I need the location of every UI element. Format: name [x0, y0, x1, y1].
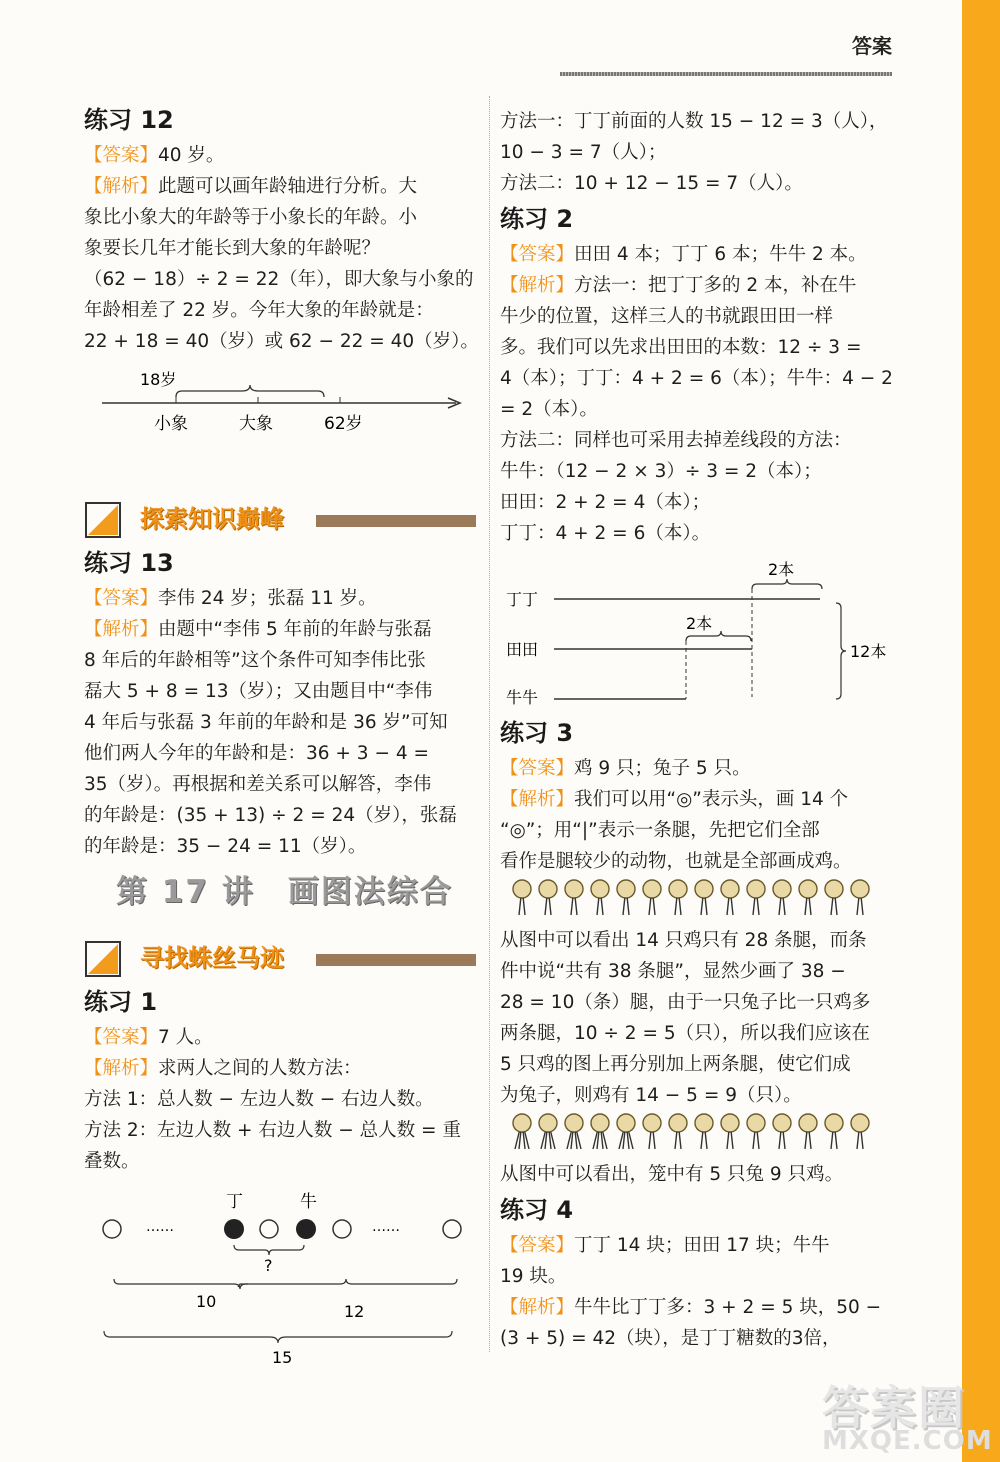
ellipsis: …… — [146, 1219, 174, 1235]
chicken-mark — [513, 880, 531, 915]
text-line: 田田：2 + 2 = 4（本）； — [500, 492, 711, 513]
niu-row-label: 牛牛 — [506, 688, 539, 707]
text-line: 象比小象大的年龄等于小象长的年龄。小 — [84, 207, 418, 228]
exercise-1 — [84, 982, 480, 1367]
brace-left — [114, 1279, 248, 1289]
analysis-tag: 【解析】 — [500, 789, 575, 810]
rabbit-mark — [513, 1114, 531, 1149]
answer-tag: 【答案】 — [500, 758, 575, 779]
right-column — [500, 106, 900, 1354]
total-label: 12本 — [850, 642, 887, 661]
chicken-mark — [721, 880, 739, 915]
text-line: 牛牛比丁丁多：3 + 2 = 5 块，50 − — [574, 1297, 882, 1318]
column-divider — [489, 96, 490, 1352]
person-circle — [333, 1220, 351, 1238]
text-line: 35（岁）。再根据和差关系可以解答，李伟 — [84, 774, 432, 795]
exercise-title: 练习 12 — [84, 106, 174, 134]
exercise-3 — [500, 713, 900, 1190]
text-line: 28 = 10（条）腿，由于一只兔子比一只鸡多 — [500, 992, 871, 1013]
chicken-mark — [747, 1114, 765, 1149]
text-line: （62 − 18）÷ 2 = 22（年），即大象与小象的 — [84, 269, 474, 290]
brace-total — [104, 1331, 452, 1343]
chicken-mark — [643, 1114, 661, 1149]
end-age-label: 62岁 — [324, 414, 363, 434]
answer-line — [500, 753, 900, 784]
section-bar — [316, 954, 476, 966]
chicken-mark — [643, 880, 661, 915]
answer-line — [84, 140, 480, 171]
exercise-title: 练习 1 — [84, 988, 158, 1016]
text-line: 的年龄是：(35 + 13) ÷ 2 = 24（岁），张磊 — [84, 805, 457, 826]
text-line: 方法 2：左边人数 + 右边人数 − 总人数 = 重 — [84, 1120, 461, 1141]
text-line: 由题中“李伟 5 年前的年龄与张磊 — [158, 619, 432, 640]
text-line: 牛少的位置，这样三人的书就跟田田一样 — [500, 306, 834, 327]
watermark-logo: 答案圈 — [822, 1381, 966, 1435]
diff-label-mid: 2本 — [686, 614, 713, 633]
chicken-mark — [773, 1114, 791, 1149]
text-line: 8 年后的年龄相等”这个条件可知李伟比张 — [84, 650, 426, 671]
ding-circle — [224, 1219, 244, 1239]
text-line: 方法一：把丁丁多的 2 本，补在牛 — [574, 275, 857, 296]
text-line: “◎”；用“|”表示一条腿，先把它们全部 — [500, 820, 820, 841]
text-line: 为兔子，则鸡有 14 − 5 = 9（只）。 — [500, 1085, 802, 1106]
answer-tag: 【答案】 — [84, 1027, 159, 1048]
exercise-12 — [84, 100, 480, 447]
text-line: 方法二：10 + 12 − 15 = 7（人）。 — [500, 173, 803, 194]
text-line: 牛牛：（12 − 2 × 3）÷ 3 = 2（本）； — [500, 461, 822, 482]
section-title: 寻找蛛丝马迹 — [140, 944, 284, 972]
chicken-mark — [539, 880, 557, 915]
text-line: 件中说“共有 38 条腿”，显然少画了 38 − — [500, 961, 846, 982]
exercise-2 — [500, 199, 900, 713]
text-line: 丁丁：4 + 2 = 6（本）。 — [500, 523, 711, 544]
text-line: 象要长几年才能长到大象的年龄呢？ — [84, 238, 381, 259]
text-line: 22 + 18 = 40（岁）或 62 − 22 = 40（岁）。 — [84, 331, 479, 352]
exercise-13 — [84, 543, 480, 862]
text-line: 5 只鸡的图上再分别加上两条腿，使它们成 — [500, 1054, 851, 1075]
chicken-mark — [799, 880, 817, 915]
text-line: 他们两人今年的年龄和是：36 + 3 − 4 = — [84, 743, 429, 764]
left-column — [84, 100, 480, 1367]
chicken-mark — [825, 1114, 843, 1149]
answer-tag: 【答案】 — [500, 1235, 575, 1256]
text-line: 看作是腿较少的动物，也就是全部画成鸡。 — [500, 851, 852, 872]
age-axis-figure — [84, 357, 480, 443]
chicken-mark — [669, 880, 687, 915]
chicken-mark — [617, 880, 635, 915]
text-line: (3 + 5) = 42（块），是丁丁糖数的3倍， — [500, 1328, 841, 1349]
left-count: 10 — [196, 1292, 217, 1311]
text-line: 从图中可以看出 14 只鸡只有 28 条腿，而条 — [500, 930, 867, 951]
answer-line — [500, 239, 900, 270]
section-header-trace — [84, 934, 480, 982]
analysis-tag: 【解析】 — [84, 1058, 159, 1079]
tian-row-label: 田田 — [506, 640, 539, 659]
person-circle — [260, 1220, 278, 1238]
small-elephant-label: 小象 — [154, 414, 188, 434]
chapter-title: 第 17 讲 画图法综合 — [116, 874, 453, 910]
text-line: 的年龄是：35 − 24 = 11（岁）。 — [84, 836, 367, 857]
niu-circle — [296, 1219, 316, 1239]
brace — [176, 385, 324, 397]
big-elephant-label: 大象 — [239, 414, 273, 434]
analysis-line — [500, 784, 900, 815]
analysis-line — [84, 171, 480, 202]
exercise-4 — [500, 1190, 900, 1354]
total-count: 15 — [272, 1348, 293, 1363]
rabbit-mark — [565, 1114, 583, 1149]
analysis-line — [84, 1053, 480, 1084]
exercise-title: 练习 2 — [500, 205, 574, 233]
text-line: 19 块。 — [500, 1266, 567, 1287]
exercise-title: 练习 3 — [500, 719, 574, 747]
age-label: 18岁 — [140, 370, 177, 389]
rabbit-mark — [617, 1114, 635, 1149]
answer-text: 鸡 9 只；兔子 5 只。 — [574, 758, 751, 779]
answer-line — [84, 1022, 480, 1053]
ding-label: 丁 — [226, 1192, 243, 1212]
answer-text: 田田 4 本；丁丁 6 本；牛牛 2 本。 — [574, 244, 867, 265]
section-corner-icon — [84, 940, 122, 978]
chicken-mark — [825, 880, 843, 915]
watermark-url: MXQE.COM — [822, 1426, 993, 1456]
chicken-mark — [695, 1114, 713, 1149]
answer-tag: 【答案】 — [500, 244, 575, 265]
text-line: 磊大 5 + 8 = 13（岁）；又由题目中“李伟 — [84, 681, 433, 702]
text-line: 多。我们可以先求出田田的本数：12 ÷ 3 = — [500, 337, 862, 358]
analysis-tag: 【解析】 — [84, 619, 159, 640]
person-circle — [443, 1220, 461, 1238]
question-mark: ? — [264, 1256, 273, 1275]
header-rule — [560, 72, 892, 76]
text-line: 方法 1：总人数 − 左边人数 − 右边人数。 — [84, 1089, 434, 1110]
exercise-title: 练习 13 — [84, 549, 174, 577]
text-line: 10 − 3 = 7（人）； — [500, 142, 667, 163]
text-line: 4 年后与张磊 3 年前的年龄和是 36 岁”可知 — [84, 712, 448, 733]
text-line: 求两人之间的人数方法： — [158, 1058, 362, 1079]
answer-text: 李伟 24 岁；张磊 11 岁。 — [158, 588, 377, 609]
analysis-line — [500, 1292, 900, 1323]
chicken-mark — [773, 880, 791, 915]
chicken-mark — [669, 1114, 687, 1149]
analysis-line — [84, 614, 480, 645]
section-title: 探索知识巅峰 — [140, 505, 284, 533]
text-line: 此题可以画年龄轴进行分析。大 — [158, 176, 418, 197]
ellipsis: …… — [372, 1219, 400, 1235]
answer-text: 40 岁。 — [158, 145, 225, 166]
answer-text: 丁丁 14 块；田田 17 块；牛牛 — [574, 1235, 830, 1256]
text-line: 方法二：同样也可采用去掉差线段的方法： — [500, 430, 852, 451]
answer-text: 7 人。 — [158, 1027, 213, 1048]
rabbit-mark — [591, 1114, 609, 1149]
brace — [752, 579, 822, 589]
edge-tab — [962, 0, 1000, 1462]
text-line: 两条腿，10 ÷ 2 = 5（只），所以我们应该在 — [500, 1023, 870, 1044]
rabbit-mark — [539, 1114, 557, 1149]
brace — [234, 1245, 304, 1255]
ding-row-label: 丁丁 — [506, 590, 539, 609]
section-bar — [316, 515, 476, 527]
chicken-mark — [799, 1114, 817, 1149]
text-line: = 2（本）。 — [500, 399, 598, 420]
section-corner-icon — [84, 501, 122, 539]
brace-right — [238, 1279, 457, 1287]
chickens-figure — [500, 877, 900, 921]
analysis-tag: 【解析】 — [84, 176, 159, 197]
answer-tag: 【答案】 — [84, 145, 159, 166]
text-line: 方法一：丁丁前面的人数 15 − 12 = 3（人）， — [500, 111, 888, 132]
chicken-mark — [591, 880, 609, 915]
diff-label-top: 2本 — [768, 560, 795, 579]
text-line: 4（本）；丁丁：4 + 2 = 6（本）；牛牛：4 − 2 — [500, 368, 893, 389]
segment-figure — [500, 549, 900, 709]
answer-line — [84, 583, 480, 614]
right-count: 12 — [344, 1302, 365, 1321]
person-circle — [103, 1220, 121, 1238]
analysis-tag: 【解析】 — [500, 1297, 575, 1318]
queue-figure — [84, 1183, 480, 1363]
exercise-title: 练习 4 — [500, 1196, 574, 1224]
answer-line — [500, 1230, 900, 1261]
chicken-mark — [721, 1114, 739, 1149]
brace-total — [836, 603, 846, 699]
text-line: 从图中可以看出，笼中有 5 只兔 9 只鸡。 — [500, 1164, 844, 1185]
section-header-explore — [84, 495, 480, 543]
rabbits-chickens-figure — [500, 1111, 900, 1155]
text-line: 年龄相差了 22 岁。今年大象的年龄就是： — [84, 300, 434, 321]
chicken-mark — [851, 880, 869, 915]
text-line: 我们可以用“◎”表示头，画 14 个 — [574, 789, 849, 810]
chicken-mark — [565, 880, 583, 915]
chicken-mark — [747, 880, 765, 915]
chicken-mark — [851, 1114, 869, 1149]
niu-label: 牛 — [300, 1192, 317, 1212]
text-line: 叠数。 — [84, 1151, 140, 1172]
analysis-line — [500, 270, 900, 301]
answer-tag: 【答案】 — [84, 588, 159, 609]
page-header-title: 答案 — [852, 34, 892, 58]
chicken-mark — [695, 880, 713, 915]
analysis-tag: 【解析】 — [500, 275, 575, 296]
